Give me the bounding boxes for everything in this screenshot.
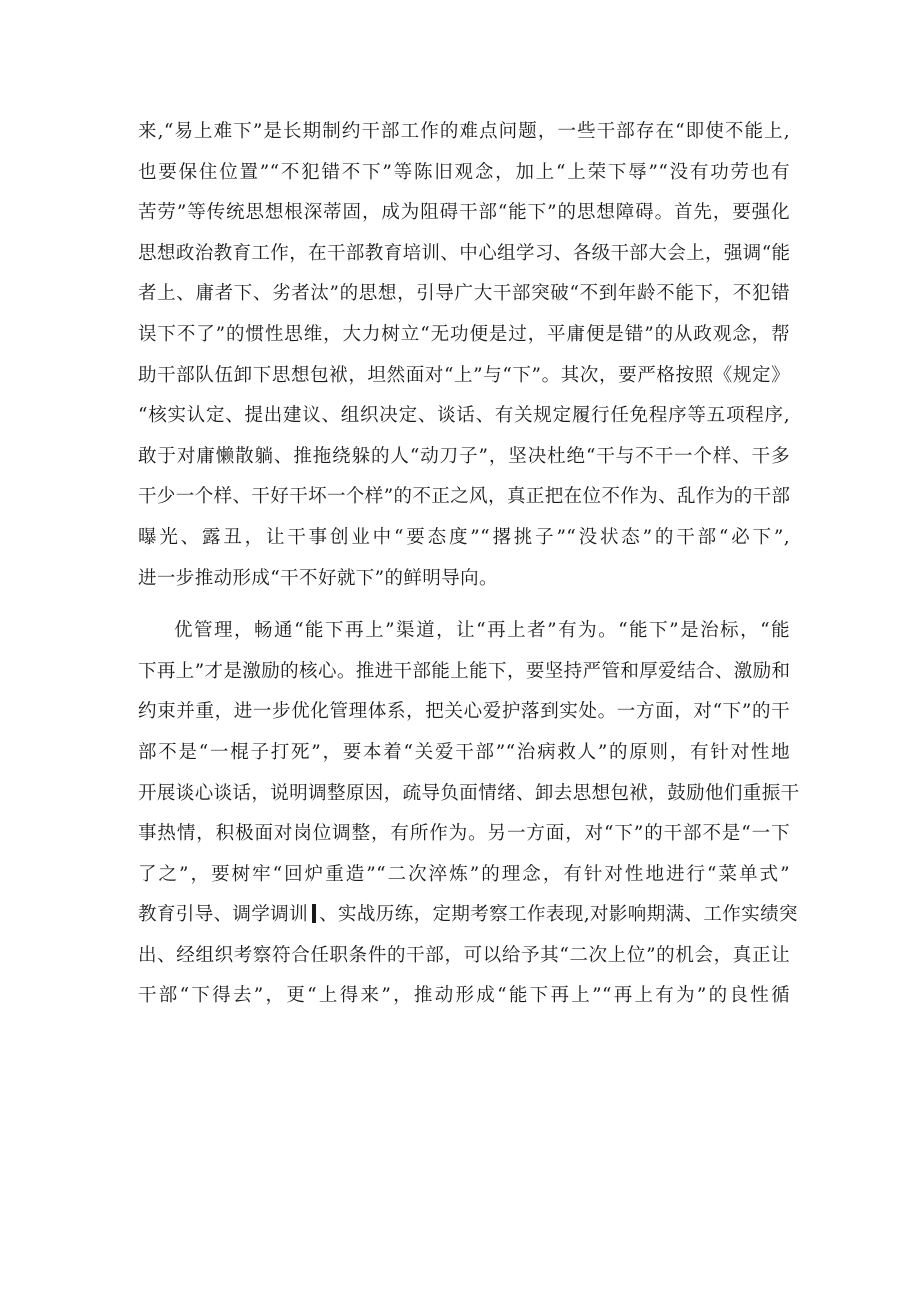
text-line: 曝光、露丑，让干事创业中“要态度”“撂挑子”“没状态”的干部“必下”, — [138, 526, 790, 548]
text-line-with-mark — [138, 895, 798, 936]
text-line: 思想政治教育工作，在干部教育培训、中心组学习、各级干部大会上，强调“能 — [138, 242, 791, 264]
text-line: 助干部队伍卸下思想包袱，坦然面对“上”与“下”。其次，要严格按照《规定》 — [138, 364, 790, 386]
text-line: 部不是“一棍子打死”，要本着“关爱干部”“治病救人”的原则，有针对性地 — [138, 741, 790, 763]
text-line: 开展谈心谈话，说明调整原因，疏导负面情绪、卸去思想包袱，鼓励他们重振干 — [138, 782, 800, 804]
paragraph-1 — [138, 112, 790, 599]
document-body — [138, 112, 800, 1017]
text-segment: 、实战历练，定期考察工作表现,对影响期满、工作实绩突 — [319, 904, 798, 926]
text-line: 下再上”才是激励的核心。推进干部能上能下，要坚持严管和厚爱结合、激励和 — [138, 660, 791, 682]
text-cursor-mark — [312, 904, 316, 923]
text-line: 敢于对庸懒散躺、推拖绕躲的人“动刀子”，坚决杜绝“干与不干一个样、干多 — [138, 445, 790, 467]
text-line: “核实认定、提出建议、组织决定、谈话、有关规定履行任免程序等五项程序, — [138, 405, 790, 427]
text-line: 约束并重，进一步优化管理体系，把关心爱护落到实处。一方面，对“下”的干 — [138, 701, 790, 723]
text-line: 干少一个样、干好干坏一个样”的不正之风，真正把在位不作为、乱作为的干部 — [138, 486, 791, 508]
text-line: 来,“易上难下”是长期制约干部工作的难点问题，一些干部存在“即使不能上, — [138, 121, 790, 142]
text-line: 干部“下得去”，更“上得来”，推动形成“能下再上”“再上有为”的良性循 — [138, 985, 790, 1007]
text-line: 进一步推动形成“干不好就下”的鲜明导向。 — [138, 567, 498, 589]
text-line: 误下不了”的惯性思维，大力树立“无功便是过，平庸便是错”的从政观念，帮 — [138, 323, 790, 345]
text-line: 了之”，要树牢“回炉重造”“二次淬炼”的理念，有针对性地进行“菜单式” — [138, 863, 790, 885]
paragraph-2 — [138, 611, 800, 1017]
text-line: 苦劳”等传统思想根深蒂固，成为阻碍干部“能下”的思想障碍。首先，要强化 — [138, 202, 790, 224]
text-line: 事热情，积极面对岗位调整，有所作为。另一方面，对“下”的干部不是“一下 — [138, 823, 790, 845]
text-segment: 教育引导、调学调训 — [138, 904, 309, 926]
paragraph-gap — [138, 599, 790, 611]
text-line: 优管理，畅通“能下再上”渠道，让“再上者”有为。“能下”是治标，“能 — [174, 620, 790, 642]
text-line: 也要保住位置”“不犯错不下”等陈旧观念，加上“上荣下辱”“没有功劳也有 — [138, 161, 790, 183]
text-line: 者上、庸者下、劣者汰”的思想，引导广大干部突破“不到年龄不能下，不犯错 — [138, 283, 790, 305]
text-line: 出、经组织考察符合任职条件的干部，可以给予其“二次上位”的机会，真正让 — [138, 944, 790, 966]
